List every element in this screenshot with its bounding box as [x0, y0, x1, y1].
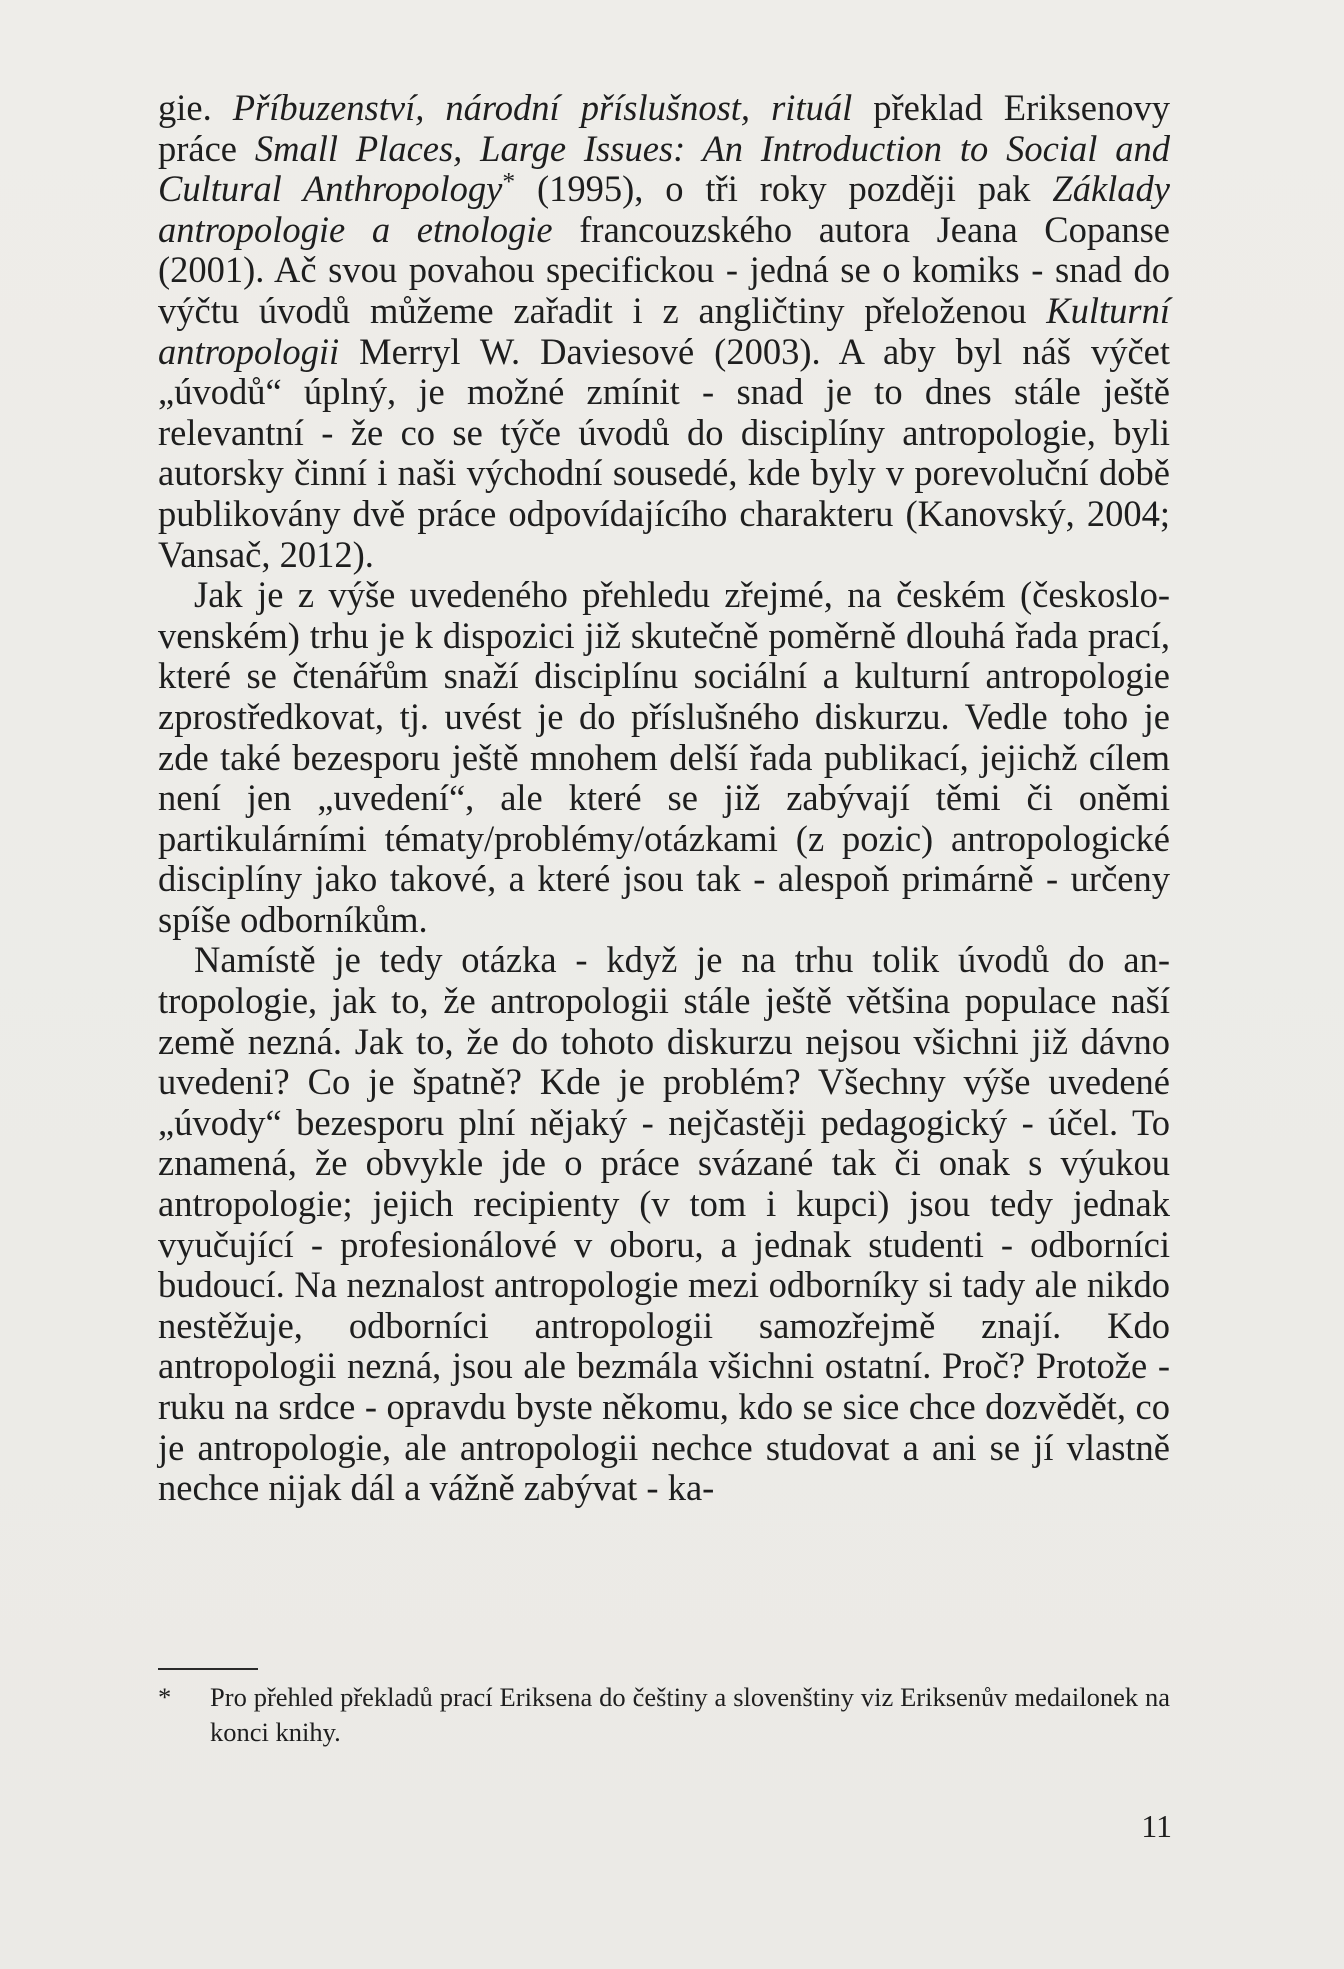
paragraph-1-text-1: gie.	[158, 87, 233, 128]
book-title-zaklady: Základy antropologie a etnologie	[158, 168, 1170, 250]
paragraph-1-text-3: (1995), o tři roky později pak	[515, 168, 1053, 210]
book-title-small-places: Small Places, Large Issues: An Introduction to Social and Cultural Anthropology	[158, 127, 1170, 210]
paragraph-1-text-4: francouzského autora Jeana Copanse (2001). Ač svou povahou specifickou - jedná se o komiks - snad do výčtu úvodů můžeme zařadit i z angličtiny přeloženou	[158, 208, 1170, 331]
footnote-divider	[158, 1668, 258, 1670]
book-title-pribuzenstvi: Příbuzenství, národní příslušnost, rituál	[232, 87, 853, 128]
book-title-kulturni-antropologie: Kulturní antropologii	[158, 289, 1170, 372]
paragraph-3: Namístě je tedy otázka - když je na trhu tolik úvodů do antropologie, jak to, že antropologii stále ještě většina populace naší země nezná. Jak to, že do tohoto diskurzu nejsou všichni již dávno uvedeni? Co je špatně? Kde je problém? Všechny výše uvedené „úvody“ bezesporu plní nějaký - nejčastěji pedagogický - účel. To znamená, že obvykle jde o práce svázané tak či onak s výukou antropologie; jejich recipienty (v tom i kupci) jsou tedy jednak vyučující - profesionálové v oboru, a jednak studenti - odborníci budoucí. Na neznalost antropologie mezi odborníky si tady ale nikdo nestěžuje, odborníci antropologii samozřejmě znají. Kdo antropologii nezná, jsou ale bezmála všichni ostatní. Proč? Protože - ruku na srdce - opravdu byste někomu, kdo se sice chce dozvědět, co je antropologie, ale antropologii nechce studovat a ani se jí vlastně nechce nijak dál a vážně zabývat - ka-	[158, 939, 1170, 1509]
paragraph-1-text-5: Merryl W. Daviesové (2003). A aby byl náš výčet „úvodů“ úplný, je možné zmínit - snad je to dnes stále ještě relevantní - že co se týče úvodů do disciplíny antropologie, byli autorsky činní i naši východní sousedé, kde byly v porevoluční době publikovány dvě práce odpovídajícího charakteru (Kanovský, 2004; Vansač, 2012).	[158, 330, 1170, 575]
paragraph-1-text-2: překlad Eriksenovy práce	[158, 87, 1171, 169]
page-number: 11	[1141, 1808, 1172, 1844]
body-text	[158, 88, 1170, 1509]
footnote-text: Pro přehled překladů prací Eriksena do češtiny a slovenštiny viz Eriksenův medailonek na konci knihy.	[210, 1682, 1170, 1747]
footnote	[158, 1680, 1170, 1750]
paragraph-2: Jak je z výše uvedeného přehledu zřejmé, na českém (československém) trhu je k dispozici již skutečně poměrně dlouhá řada prací, které se čtenářům snaží disciplínu sociální a kulturní antropologie zprostředkovat, tj. uvést je do příslušného diskurzu. Vedle toho je zde také bezesporu ještě mnohem delší řada publikací, jejichž cílem není jen „uvedení“, ale které se již zabývají těmi či oněmi partikulárními tématy/problémy/otázkami (z pozic) antropologické disciplíny jako takové, a které jsou tak - alespoň primárně - určeny spíše odborníkům.	[158, 574, 1170, 940]
paragraph-1	[158, 88, 1170, 575]
footnote-mark: *	[158, 1682, 172, 1712]
footnote-reference: *	[502, 166, 516, 196]
